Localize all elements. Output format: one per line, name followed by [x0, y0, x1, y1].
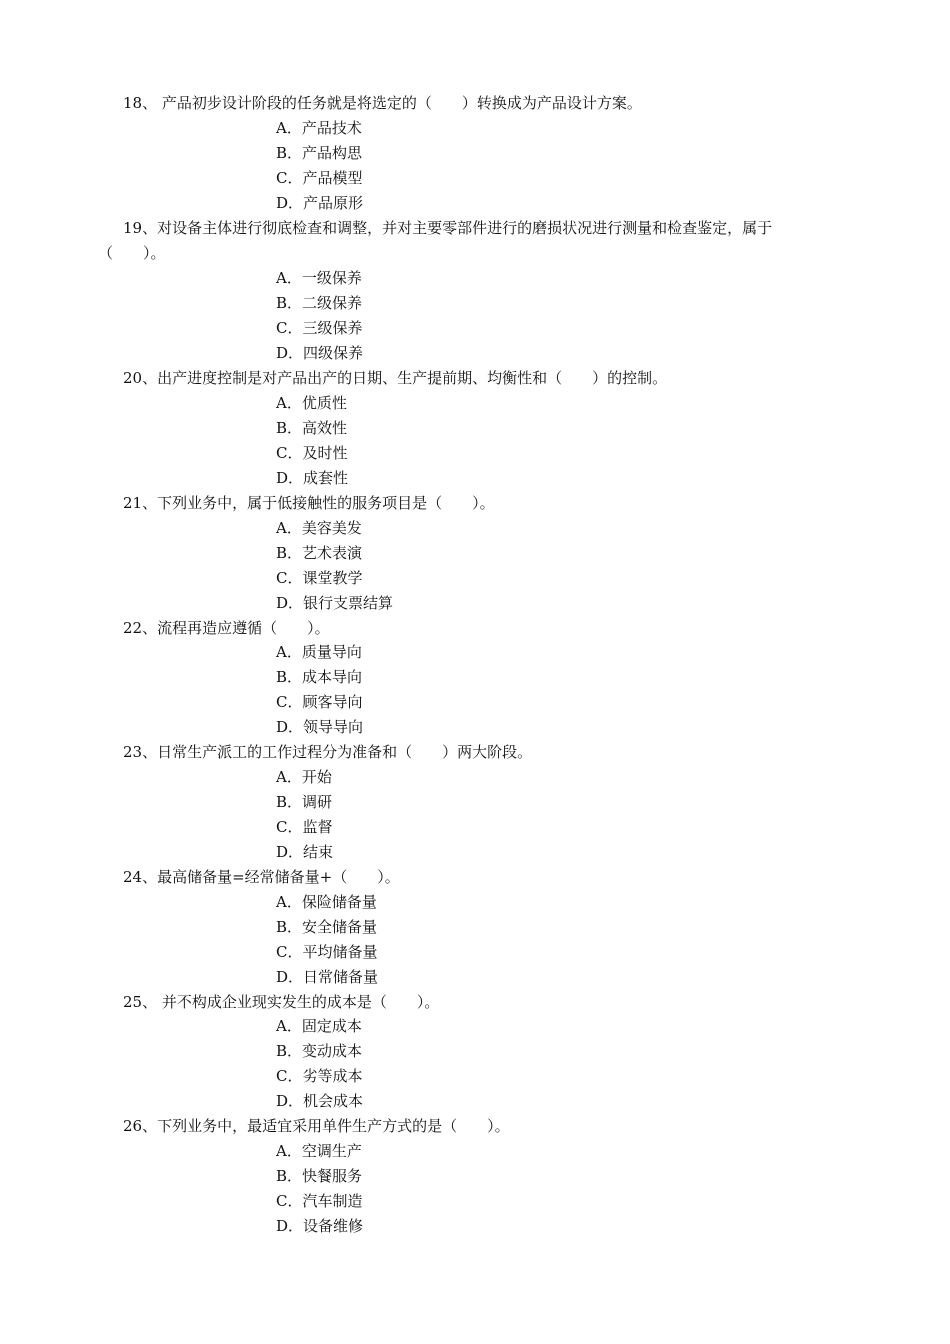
option-b: B．安全储备量	[276, 918, 378, 936]
question-text: 日常生产派工的工作过程分为准备和（ ）两大阶段。	[157, 743, 533, 761]
question-number: 21、	[123, 494, 158, 512]
question-text: 下列业务中，最适宜采用单件生产方式的是（ ）。	[157, 1117, 510, 1135]
option-a: A．空调生产	[276, 1142, 362, 1160]
question-text: 产品初步设计阶段的任务就是将选定的（ ）转换成为产品设计方案。	[157, 94, 642, 112]
option-a: A．美容美发	[276, 519, 362, 537]
option-c: C．劣等成本	[276, 1067, 363, 1085]
option-a: A．质量导向	[276, 643, 362, 661]
option-b: B．变动成本	[276, 1042, 363, 1060]
option-d: D．成套性	[276, 469, 349, 487]
option-a: A．开始	[276, 768, 332, 786]
question-26	[123, 1114, 510, 1139]
question-23	[123, 740, 532, 765]
question-text: 最高储备量=经常储备量+（ ）。	[157, 868, 400, 886]
question-number: 22、	[123, 619, 158, 637]
question-number: 25、	[123, 993, 158, 1011]
option-d: D．设备维修	[276, 1217, 364, 1235]
question-text: 对设备主体进行彻底检查和调整，并对主要零部件进行的磨损状况进行测量和检查鉴定，属于	[157, 219, 773, 237]
question-19	[123, 216, 772, 241]
option-d: D．银行支票结算	[276, 594, 394, 612]
question-number: 20、	[123, 369, 158, 387]
option-c: C．及时性	[276, 444, 348, 462]
option-d: D．结束	[276, 843, 334, 861]
option-c: C．产品模型	[276, 169, 363, 187]
question-text: 并不构成企业现实发生的成本是（ ）。	[157, 993, 440, 1011]
option-d: D．四级保养	[276, 344, 364, 362]
option-d: D．产品原形	[276, 194, 364, 212]
question-24	[123, 865, 400, 890]
option-d: D．日常储备量	[276, 968, 379, 986]
option-b: B．高效性	[276, 419, 348, 437]
question-text: 流程再造应遵循（ ）。	[157, 619, 330, 637]
question-25	[123, 990, 439, 1015]
option-a: A．一级保养	[276, 269, 362, 287]
option-b: B．二级保养	[276, 294, 363, 312]
question-19-continuation: （ ）。	[98, 244, 166, 262]
option-a: A．产品技术	[276, 119, 362, 137]
question-21	[123, 491, 495, 516]
option-a: A．保险储备量	[276, 893, 377, 911]
option-d: D．机会成本	[276, 1092, 364, 1110]
option-c: C．三级保养	[276, 319, 363, 337]
option-c: C．监督	[276, 818, 333, 836]
question-number: 19、	[123, 219, 158, 237]
option-b: B．快餐服务	[276, 1167, 363, 1185]
option-a: A．固定成本	[276, 1017, 362, 1035]
option-c: C．汽车制造	[276, 1192, 363, 1210]
option-a: A．优质性	[276, 394, 347, 412]
question-number: 24、	[123, 868, 158, 886]
option-c: C．顾客导向	[276, 693, 363, 711]
option-b: B．产品构思	[276, 144, 363, 162]
question-number: 23、	[123, 743, 158, 761]
question-number: 26、	[123, 1117, 158, 1135]
option-b: B．调研	[276, 793, 333, 811]
option-b: B．成本导向	[276, 668, 363, 686]
option-d: D．领导导向	[276, 718, 364, 736]
question-number: 18、	[123, 94, 158, 112]
question-text: 下列业务中，属于低接触性的服务项目是（ ）。	[157, 494, 495, 512]
option-c: C．平均储备量	[276, 943, 378, 961]
question-22	[123, 616, 330, 641]
question-text: 出产进度控制是对产品出产的日期、生产提前期、均衡性和（ ）的控制。	[157, 369, 668, 387]
option-b: B．艺术表演	[276, 544, 363, 562]
question-18	[123, 91, 642, 116]
question-20	[123, 366, 667, 391]
option-c: C．课堂教学	[276, 569, 363, 587]
